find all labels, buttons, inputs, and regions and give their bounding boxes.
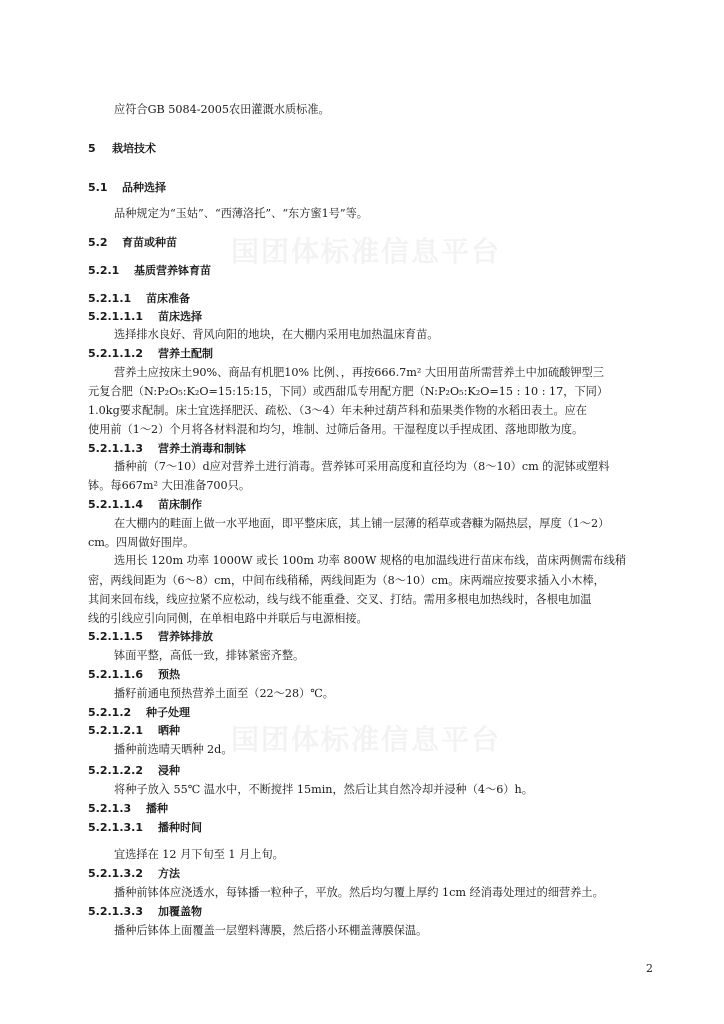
body-line: 播种前钵体应浇透水，每钵播一粒种子，平放。然后均匀覆上厚约 1cm 经消毒处理过的细营养土。: [114, 886, 604, 899]
section-heading-5: [88, 142, 678, 156]
section-number: 5: [88, 142, 96, 155]
section-title: 品种选择: [122, 181, 166, 194]
section-number: 5.2.1.2.1: [88, 724, 143, 737]
body-line: 播种后钵体上面覆盖一层塑料薄膜，然后搭小环棚盖薄膜保温。: [114, 924, 428, 937]
section-heading-5-2-1-3-2: [88, 867, 678, 881]
body-line: 选择排水良好、背风向阳的地块，在大棚内采用电加热温床育苗。: [114, 328, 439, 341]
section-heading-5-2-1-3-1: [88, 821, 678, 835]
section-heading-5-2-1-2-2: [88, 764, 678, 778]
section-title: 播种: [146, 802, 168, 815]
body-line: 其间来回布线，线应拉紧不应松动，线与线不能重叠、交叉、打结。需用多根电加热线时，各根电加温: [88, 593, 592, 606]
section-heading-5-2: [88, 236, 678, 250]
section-heading-5-2-1-1-3: [88, 442, 678, 456]
body-line: 播籽前通电预热营养土面至（22～28）℃。: [114, 687, 334, 700]
section-title: 营养土配制: [158, 347, 213, 360]
section-number: 5.2.1.1.4: [88, 498, 143, 511]
body-line: 营养土应按床土90%、商品有机肥10% 比例、，再按666.7m² 大田用苗所需营养土中加硫酸钾型三: [114, 366, 604, 379]
body-line: 密，两线间距为（6～8）cm，中间布线稍稀，两线间距为（8～10）cm。床两端应按要求插入小木棒，: [88, 574, 605, 587]
section-title: 预热: [158, 668, 180, 681]
section-number: 5.2.1.1: [88, 292, 132, 305]
section-heading-5-2-1-1: [88, 292, 678, 306]
page-number: 2: [646, 962, 653, 975]
section-number: 5.2: [88, 236, 108, 249]
body-line: 品种规定为“玉姑”、“西薄洛托”、“东方蜜1号”等。: [114, 207, 368, 220]
section-number: 5.1: [88, 181, 108, 194]
body-line: 线的引线应引向同侧，在单相电路中并联后与电源相接。: [88, 612, 368, 625]
section-title: 营养土消毒和制钵: [158, 442, 246, 455]
section-number: 5.2.1.1.5: [88, 630, 143, 643]
section-number: 5.2.1.1.2: [88, 347, 143, 360]
section-title: 育苗或种苗: [122, 236, 177, 249]
section-number: 5.2.1.3.1: [88, 821, 143, 834]
section-number: 5.2.1.1.3: [88, 442, 143, 455]
body-line: 使用前（1～2）个月将各材料混和均匀，堆制、过筛后备用。干湿程度以手捏成团、落地即散为度。: [88, 423, 584, 436]
section-number: 5.2.1.2: [88, 706, 132, 719]
body-line: 宜选择在 12 月下旬至 1 月上旬。: [114, 848, 284, 861]
section-number: 5.2.1.3.2: [88, 867, 143, 880]
section-title: 苗床准备: [146, 292, 190, 305]
section-heading-5-2-1-3-3: [88, 905, 678, 919]
body-line: 元复合肥（N:P₂O₅:K₂O=15:15:15，下同）或西甜瓜专用配方肥（N:P₂O₅:K₂O=15 : 10 : 17，下同）: [88, 385, 609, 398]
section-number: 5.2.1.3: [88, 802, 132, 815]
watermark-text-2: 国团体标准信息平台: [230, 723, 501, 756]
section-heading-5-2-1-3: [88, 802, 678, 816]
section-heading-5-2-1-1-6: [88, 668, 678, 682]
watermark-text: 国团体标准信息平台: [230, 235, 501, 268]
body-line: 1.0kg要求配制。床土宜选择肥沃、疏松、（3～4）年未种过葫芦科和茄果类作物的水稻田表土。应在: [88, 404, 588, 417]
body-line: 播种前（7～10）d应对营养土进行消毒。营养钵可采用高度和直径均为（8～10）cm 的泥钵或塑料: [114, 460, 610, 473]
body-line: 播种前选晴天晒种 2d。: [114, 743, 233, 756]
body-line: 钵。每667m² 大田准备700只。: [88, 479, 251, 492]
section-heading-5-1: [88, 181, 678, 195]
body-line: 应符合GB 5084-2005农田灌溉水质标准。: [114, 103, 330, 116]
section-title: 种子处理: [146, 706, 190, 719]
section-title: 栽培技术: [112, 142, 156, 155]
section-number: 5.2.1.1.6: [88, 668, 143, 681]
body-line: 选用长 120m 功率 1000W 或长 100m 功率 800W 规格的电加温线进行苗床布线，苗床两侧需布线稍: [114, 554, 627, 567]
section-title: 苗床制作: [158, 498, 202, 511]
section-heading-5-2-1-1-1: [88, 310, 678, 324]
section-number: 5.2.1.3.3: [88, 905, 143, 918]
section-title: 加覆盖物: [158, 905, 202, 918]
body-line: 在大棚内的畦面上做一水平地面，即平整床底，其上铺一层薄的稻草或砻糠为隔热层，厚度（1～2）: [114, 517, 610, 530]
section-title: 苗床选择: [158, 310, 202, 323]
section-title: 晒种: [158, 724, 180, 737]
section-title: 播种时间: [158, 821, 202, 834]
section-heading-5-2-1-2: [88, 706, 678, 720]
section-title: 方法: [158, 867, 180, 880]
section-heading-5-2-1-1-5: [88, 630, 678, 644]
section-heading-5-2-1-1-4: [88, 498, 678, 512]
section-heading-5-2-1: [88, 264, 678, 278]
section-heading-5-2-1-2-1: [88, 724, 678, 738]
body-line: cm。四周做好围岸。: [88, 536, 195, 549]
body-line: 将种子放入 55℃ 温水中，不断搅拌 15min，然后让其自然冷却并浸种（4～6）h。: [114, 783, 533, 796]
section-title: 基质营养钵育苗: [134, 264, 211, 277]
section-heading-5-2-1-1-2: [88, 347, 678, 361]
section-number: 5.2.1.1.1: [88, 310, 143, 323]
body-line: 钵面平整，高低一致，排钵紧密齐整。: [114, 649, 305, 662]
section-number: 5.2.1.2.2: [88, 764, 143, 777]
section-title: 浸种: [158, 764, 180, 777]
section-title: 营养钵排放: [158, 630, 213, 643]
section-number: 5.2.1: [88, 264, 120, 277]
